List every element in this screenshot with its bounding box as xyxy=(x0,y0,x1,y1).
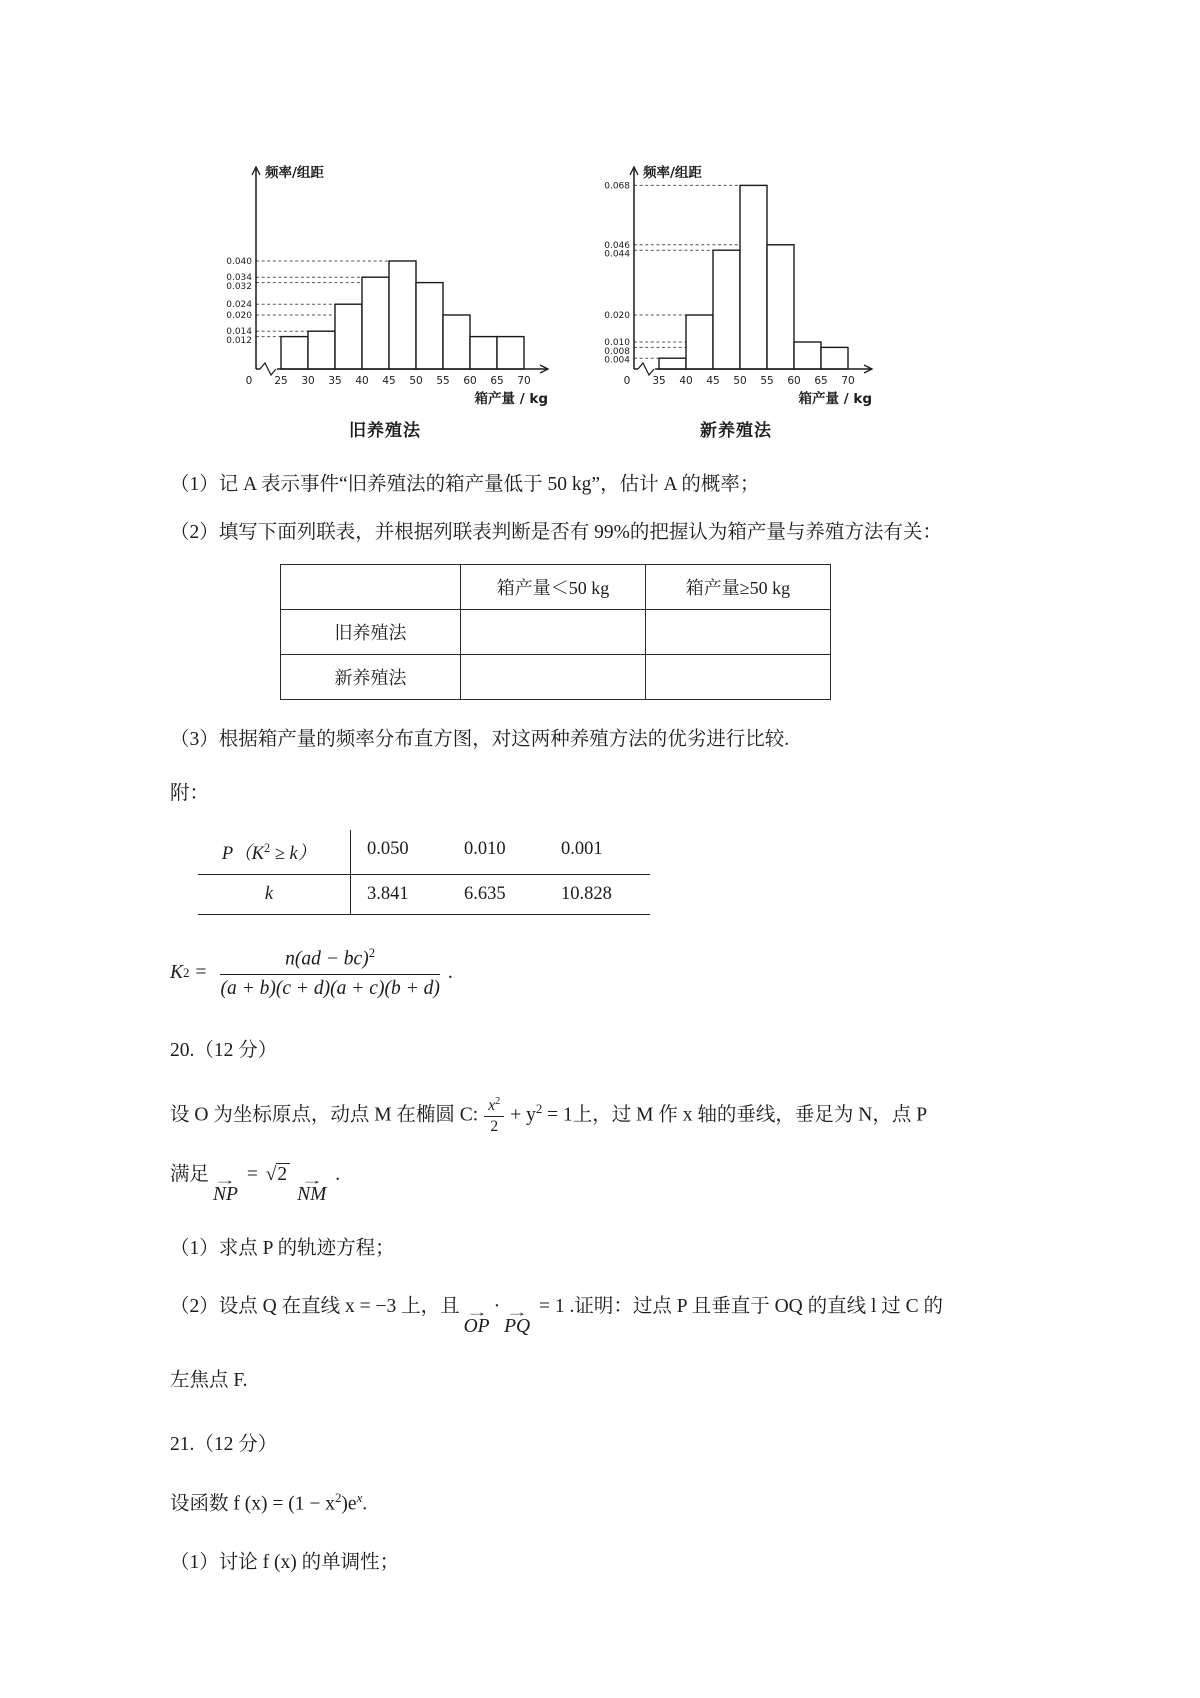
appendix-label: 附： xyxy=(170,782,210,804)
text-fragment: 设函数 f (x) = (1 − x xyxy=(170,1493,335,1515)
q20-intro xyxy=(170,1096,1030,1136)
formula-fragment: NM xyxy=(297,1184,327,1206)
formula-fragment: OP xyxy=(463,1316,490,1338)
fraction-numerator xyxy=(484,1096,504,1117)
fraction-denominator: 2 xyxy=(490,1117,499,1135)
fraction xyxy=(484,1096,504,1136)
p-value-0010: 0.010 xyxy=(464,839,506,860)
text-fragment: 设 O 为坐标原点，动点 M 在椭圆 C: xyxy=(170,1103,479,1125)
svg-text:频率/组距: 频率/组距 xyxy=(265,165,324,181)
k-squared-formula xyxy=(170,945,1030,1001)
period: . xyxy=(335,1164,341,1186)
superscript: 2 xyxy=(334,1491,342,1506)
histogram-old-plot xyxy=(214,155,556,414)
superscript: 2 xyxy=(495,1095,501,1107)
q20-header: 20.（12 分） xyxy=(170,1040,278,1062)
vector-arrow-icon: → xyxy=(465,1305,488,1320)
svg-text:0.012: 0.012 xyxy=(226,336,252,346)
period: . xyxy=(362,1493,368,1515)
svg-text:0.032: 0.032 xyxy=(226,282,252,292)
vector-arrow-icon: → xyxy=(505,1305,529,1320)
formula-fragment: x xyxy=(488,1096,496,1114)
svg-text:30: 30 xyxy=(301,375,315,387)
q19-part3: （3）根据箱产量的频率分布直方图，对这两种养殖方法的优劣进行比较. xyxy=(170,728,790,750)
text-fragment: )e xyxy=(341,1493,357,1515)
superscript: 2 xyxy=(368,946,376,961)
svg-text:40: 40 xyxy=(679,375,693,387)
contingency-header-empty xyxy=(281,564,461,609)
formula-fragment: ≥ k） xyxy=(270,844,317,865)
q20-part1: （1）求点 P 的轨迹方程； xyxy=(170,1237,395,1259)
q21-header: 21.（12 分） xyxy=(170,1433,278,1455)
text-fragment: = 1上，过 M 作 x 轴的垂线，垂足为 N，点 P xyxy=(547,1103,928,1125)
svg-text:65: 65 xyxy=(490,375,504,387)
contingency-row-old xyxy=(281,609,831,654)
q20-part2 xyxy=(170,1293,1030,1337)
svg-text:45: 45 xyxy=(382,375,396,387)
superscript: 2 xyxy=(535,1101,543,1116)
svg-text:60: 60 xyxy=(463,375,477,387)
svg-text:0: 0 xyxy=(623,375,631,387)
q19-part2: （2）填写下面列联表，并根据列联表判断是否有 99%的把握认为箱产量与养殖方法有关： xyxy=(170,522,942,544)
svg-text:0.040: 0.040 xyxy=(226,257,252,267)
svg-text:65: 65 xyxy=(814,375,828,387)
formula-fragment: n(ad − bc) xyxy=(285,948,369,970)
svg-text:0: 0 xyxy=(245,375,253,387)
formula-fragment: PQ xyxy=(504,1316,531,1338)
svg-text:35: 35 xyxy=(328,375,342,387)
text-fragment: （2）设点 Q 在直线 x = −3 上，且 xyxy=(170,1296,460,1318)
vector-arrow-icon: → xyxy=(214,1173,237,1188)
vector-pq xyxy=(504,1305,531,1338)
svg-text:70: 70 xyxy=(517,375,531,387)
k-value-10828: 10.828 xyxy=(561,884,612,905)
svg-text:50: 50 xyxy=(733,375,747,387)
q19-part1: （1）记 A 表示事件“旧养殖法的箱产量低于 50 kg”，估计 A 的概率； xyxy=(170,474,760,495)
vector-op xyxy=(463,1305,490,1338)
svg-text:45: 45 xyxy=(706,375,720,387)
vector-nm xyxy=(297,1173,327,1206)
histogram-new-plot xyxy=(592,155,880,414)
critical-value-row-p xyxy=(198,830,650,875)
radical-icon: √ xyxy=(265,1164,277,1186)
vector-np xyxy=(213,1173,238,1206)
svg-text:0.014: 0.014 xyxy=(226,327,252,338)
svg-text:0.046: 0.046 xyxy=(604,240,630,251)
contingency-row-new xyxy=(281,654,831,699)
svg-text:0.024: 0.024 xyxy=(226,300,252,311)
p-value-0050: 0.050 xyxy=(367,839,409,860)
contingency-header-row xyxy=(281,564,831,609)
svg-text:50: 50 xyxy=(409,375,423,387)
text-fragment: = 1 .证明：过点 P 且垂直于 OQ 的直线 l 过 C 的 xyxy=(538,1296,944,1318)
svg-text:55: 55 xyxy=(436,375,450,387)
k-value-6635: 6.635 xyxy=(464,884,506,905)
svg-text:35: 35 xyxy=(652,375,666,387)
k-value-3841: 3.841 xyxy=(367,884,409,905)
histogram-new-method xyxy=(592,155,880,441)
contingency-cell-new-lt50 xyxy=(461,654,646,699)
svg-text:0.008: 0.008 xyxy=(604,346,630,357)
equals-sign: = xyxy=(195,962,207,984)
svg-text:0.020: 0.020 xyxy=(604,311,630,321)
svg-text:箱产量 / kg: 箱产量 / kg xyxy=(474,391,548,407)
contingency-header-ge50: 箱产量≥50 kg xyxy=(646,564,831,609)
square-root xyxy=(266,1164,290,1185)
dot-operator: · xyxy=(493,1296,501,1318)
text-fragment: + y xyxy=(510,1103,536,1125)
contingency-table xyxy=(280,564,831,700)
q21-part1: （1）讨论 f (x) 的单调性； xyxy=(170,1551,400,1573)
q20-condition xyxy=(170,1161,1030,1205)
fraction-numerator xyxy=(220,945,439,975)
svg-text:55: 55 xyxy=(760,375,774,387)
critical-value-row-p-label xyxy=(198,830,350,874)
equals-sign: = xyxy=(246,1164,258,1186)
superscript: 2 xyxy=(183,965,190,980)
formula-fragment: NP xyxy=(213,1184,238,1206)
superscript: 2 xyxy=(263,840,271,855)
svg-text:60: 60 xyxy=(787,375,801,387)
contingency-header-lt50: 箱产量＜50 kg xyxy=(461,564,646,609)
contingency-row-old-label: 旧养殖法 xyxy=(281,609,461,654)
svg-text:0.020: 0.020 xyxy=(226,311,252,321)
fraction xyxy=(220,945,439,1001)
histogram-old-method xyxy=(214,155,556,441)
svg-text:0.010: 0.010 xyxy=(604,338,630,348)
histogram-old-caption: 旧养殖法 xyxy=(349,421,421,440)
svg-text:0.004: 0.004 xyxy=(604,355,630,366)
p-value-0001: 0.001 xyxy=(561,839,603,860)
radicand: 2 xyxy=(276,1163,290,1185)
svg-text:0.044: 0.044 xyxy=(604,249,630,260)
histograms-row xyxy=(214,155,1030,441)
contingency-cell-old-lt50 xyxy=(461,609,646,654)
q20-part2-cont: 左焦点 F. xyxy=(170,1369,248,1391)
svg-text:70: 70 xyxy=(841,375,855,387)
critical-value-row-k xyxy=(198,875,650,915)
q21-intro xyxy=(170,1489,1030,1519)
svg-text:箱产量 / kg: 箱产量 / kg xyxy=(798,391,872,407)
contingency-cell-new-ge50 xyxy=(646,654,831,699)
critical-value-row-k-label: k xyxy=(264,884,274,905)
svg-text:40: 40 xyxy=(355,375,369,387)
histogram-new-caption: 新养殖法 xyxy=(700,421,772,440)
contingency-cell-old-ge50 xyxy=(646,609,831,654)
period: . xyxy=(447,962,453,984)
formula-fragment: K xyxy=(170,962,184,984)
svg-text:频率/组距: 频率/组距 xyxy=(643,165,702,181)
formula-fragment: P（K xyxy=(221,844,264,865)
svg-text:25: 25 xyxy=(274,375,288,387)
contingency-row-new-label: 新养殖法 xyxy=(281,654,461,699)
critical-value-row-k-values xyxy=(350,875,650,914)
fraction-denominator: (a + b)(c + d)(a + c)(b + d) xyxy=(220,977,440,999)
critical-value-table xyxy=(198,830,650,915)
svg-text:0.068: 0.068 xyxy=(604,181,630,192)
svg-text:0.034: 0.034 xyxy=(226,273,252,284)
vector-arrow-icon: → xyxy=(300,1173,324,1188)
superscript: x xyxy=(356,1491,363,1506)
text-fragment: 满足 xyxy=(170,1164,210,1186)
critical-value-row-p-values xyxy=(350,830,650,874)
